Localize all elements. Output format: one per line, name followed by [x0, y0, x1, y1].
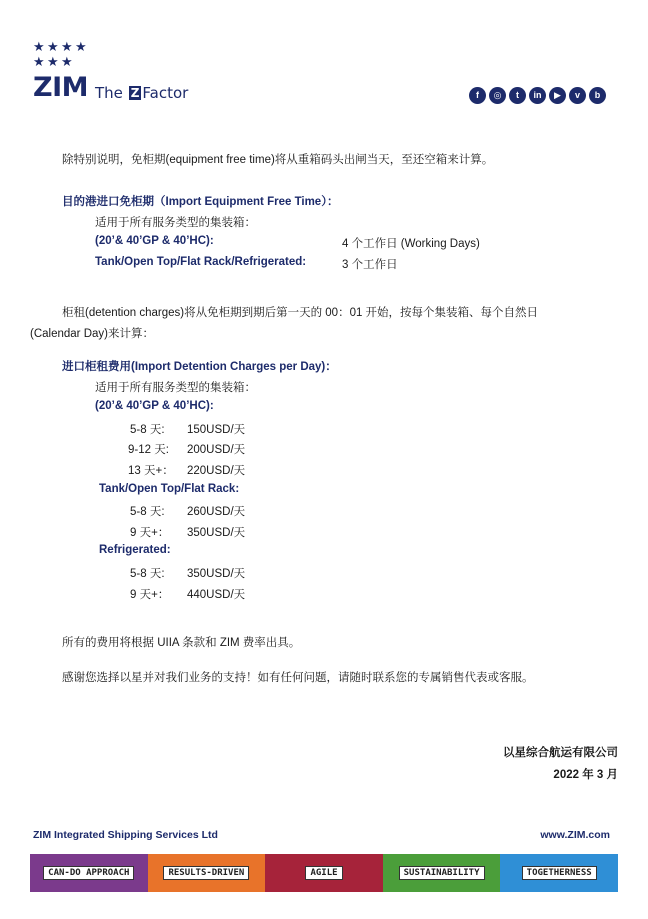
intro-text: 除特别说明，免柜期(equipment free time)将从重箱码头出闸当天，至还空箱来计算。 [62, 154, 494, 166]
svg-text:★: ★ [47, 55, 59, 70]
detention-applies: 适用于所有服务类型的集装箱： [95, 382, 256, 394]
detention-days: 5-8 天: [130, 424, 165, 436]
charges-note: 所有的费用将根据 UIIA 条款和 ZIM 费率出具。 [62, 637, 301, 649]
banner-can-do [30, 854, 148, 892]
free-time-type: Tank/Open Top/Flat Rack/Refrigerated: [95, 256, 307, 268]
detention-group-name: (20’& 40’GP & 40’HC): [95, 400, 214, 412]
svg-text:★: ★ [33, 40, 45, 55]
svg-text:★: ★ [61, 40, 73, 55]
detention-days: 13 天+： [128, 465, 174, 477]
detention-intro-line1: 柜租(detention charges)将从免柜期到期后第一天的 00：01 开始，按每个集装箱、每个自然日 [62, 307, 539, 319]
banner-label: AGILE [305, 866, 342, 880]
detention-intro-line2: (Calendar Day)来计算： [30, 328, 154, 340]
twitter-icon[interactable]: t [509, 87, 526, 104]
detention-price: 440USD/天 [187, 589, 246, 601]
detention-title: 进口柜租费用(Import Detention Charges per Day)： [62, 361, 337, 373]
instagram-icon[interactable]: ◎ [489, 87, 506, 104]
footer-company: ZIM Integrated Shipping Services Ltd [33, 829, 218, 841]
banner-results [148, 854, 266, 892]
social-icons [469, 87, 606, 104]
logo-stars [33, 40, 103, 70]
svg-text:★: ★ [61, 55, 73, 70]
detention-price: 220USD/天 [187, 465, 246, 477]
facebook-icon[interactable]: f [469, 87, 486, 104]
banner-label: RESULTS-DRIVEN [163, 866, 249, 880]
blog-icon[interactable]: b [589, 87, 606, 104]
signature-company: 以星综合航运有限公司 [503, 747, 618, 759]
banner-sustainability [383, 854, 501, 892]
detention-days: 5-8 天: [130, 568, 165, 580]
free-time-value: 3 个工作日 [342, 259, 398, 271]
svg-text:★: ★ [33, 55, 45, 70]
detention-price: 200USD/天 [187, 444, 246, 456]
banner-label: CAN-DO APPROACH [43, 866, 134, 880]
free-time-applies: 适用于所有服务类型的集装箱： [95, 217, 256, 229]
detention-days: 5-8 天: [130, 506, 165, 518]
svg-text:★: ★ [75, 40, 87, 55]
detention-price: 350USD/天 [187, 568, 246, 580]
banner-agile [265, 854, 383, 892]
thanks-text: 感谢您选择以星并对我们业务的支持！如有任何问题，请随时联系您的专属销售代表或客服。 [62, 672, 534, 684]
detention-days: 9 天+： [130, 589, 170, 601]
banner-togetherness [500, 854, 618, 892]
free-time-value: 4 个工作日 (Working Days) [342, 238, 480, 250]
free-time-title: 目的港进口免柜期（Import Equipment Free Time）： [62, 196, 339, 208]
values-banner [30, 854, 618, 892]
linkedin-icon[interactable]: in [529, 87, 546, 104]
detention-group-name: Refrigerated: [99, 544, 171, 556]
footer-website[interactable]: www.ZIM.com [540, 829, 610, 841]
tagline-post: Factor [142, 84, 189, 102]
tagline-z-mark: Z [130, 86, 140, 100]
signature-date: 2022 年 3 月 [553, 769, 618, 781]
detention-days: 9 天+： [130, 527, 170, 539]
youtube-icon[interactable]: ▶ [549, 87, 566, 104]
vimeo-icon[interactable]: v [569, 87, 586, 104]
banner-label: TOGETHERNESS [522, 866, 597, 880]
detention-price: 260USD/天 [187, 506, 246, 518]
detention-group-name: Tank/Open Top/Flat Rack: [99, 483, 240, 495]
tagline-pre: The [95, 84, 123, 102]
svg-text:★: ★ [47, 40, 59, 55]
tagline [95, 84, 188, 102]
free-time-type: (20’& 40’GP & 40’HC): [95, 235, 214, 247]
detention-days: 9-12 天: [128, 444, 169, 456]
detention-price: 350USD/天 [187, 527, 246, 539]
zim-logo: ZIM [33, 72, 88, 103]
detention-price: 150USD/天 [187, 424, 246, 436]
banner-label: SUSTAINABILITY [399, 866, 485, 880]
